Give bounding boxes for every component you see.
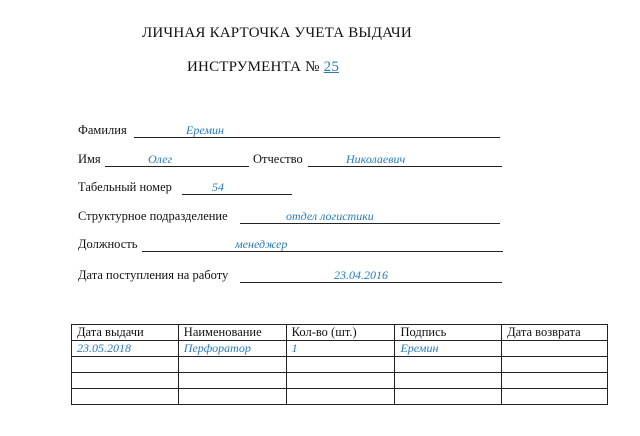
cell-issue-date[interactable] xyxy=(72,389,179,405)
patronymic-label: Отчество xyxy=(253,152,303,166)
table-row xyxy=(72,389,608,405)
hire-date-row xyxy=(78,266,508,286)
header-quantity: Кол-во (шт.) xyxy=(286,325,395,341)
cell-issue-date[interactable] xyxy=(72,373,179,389)
issue-table xyxy=(71,324,608,405)
name-line xyxy=(105,166,249,167)
card-title-line2 xyxy=(187,59,339,76)
cell-item-name[interactable] xyxy=(178,389,286,405)
cell-quantity[interactable] xyxy=(286,357,395,373)
card-number: 25 xyxy=(323,59,340,75)
header-item-name: Наименование xyxy=(178,325,286,341)
surname-row xyxy=(78,121,503,141)
cell-quantity[interactable]: 1 xyxy=(286,341,395,357)
surname-value[interactable]: Еремин xyxy=(186,123,224,137)
department-value[interactable]: отдел логистики xyxy=(286,209,374,223)
cell-signature[interactable]: Еремин xyxy=(395,341,502,357)
cell-signature[interactable] xyxy=(395,357,502,373)
position-label: Должность xyxy=(78,237,138,251)
position-row xyxy=(78,235,508,255)
name-row xyxy=(78,150,503,170)
department-row xyxy=(78,207,503,227)
table-row xyxy=(72,373,608,389)
position-value[interactable]: менеджер xyxy=(235,237,288,251)
header-return-date: Дата возврата xyxy=(502,325,608,341)
cell-return-date[interactable] xyxy=(502,389,608,405)
tab-number-label: Табельный номер xyxy=(78,180,172,194)
patronymic-value[interactable]: Николаевич xyxy=(346,152,406,166)
surname-label: Фамилия xyxy=(78,123,127,137)
cell-signature[interactable] xyxy=(395,389,502,405)
cell-issue-date[interactable] xyxy=(72,357,179,373)
tab-number-row xyxy=(78,178,378,198)
card-title-prefix: ИНСТРУМЕНТА № xyxy=(187,59,320,75)
cell-quantity[interactable] xyxy=(286,373,395,389)
cell-quantity[interactable] xyxy=(286,389,395,405)
cell-item-name[interactable]: Перфоратор xyxy=(178,341,286,357)
name-label: Имя xyxy=(78,152,101,166)
tab-number-line xyxy=(182,194,292,195)
cell-item-name[interactable] xyxy=(178,357,286,373)
cell-issue-date[interactable]: 23.05.2018 xyxy=(72,341,179,357)
department-label: Структурное подразделение xyxy=(78,209,228,223)
table-row xyxy=(72,357,608,373)
cell-return-date[interactable] xyxy=(502,357,608,373)
cell-signature[interactable] xyxy=(395,373,502,389)
cell-return-date[interactable] xyxy=(502,373,608,389)
cell-return-date[interactable] xyxy=(502,341,608,357)
table-header-row xyxy=(72,325,608,341)
card-title-line1: ЛИЧНАЯ КАРТОЧКА УЧЕТА ВЫДАЧИ xyxy=(142,25,412,41)
hire-date-value[interactable]: 23.04.2016 xyxy=(334,268,388,282)
name-value[interactable]: Олег xyxy=(148,152,173,166)
position-line xyxy=(142,251,503,252)
cell-item-name[interactable] xyxy=(178,373,286,389)
tab-number-value[interactable]: 54 xyxy=(212,180,224,194)
table-row xyxy=(72,341,608,357)
hire-date-label: Дата поступления на работу xyxy=(78,268,229,282)
header-signature: Подпись xyxy=(395,325,502,341)
header-issue-date: Дата выдачи xyxy=(72,325,179,341)
